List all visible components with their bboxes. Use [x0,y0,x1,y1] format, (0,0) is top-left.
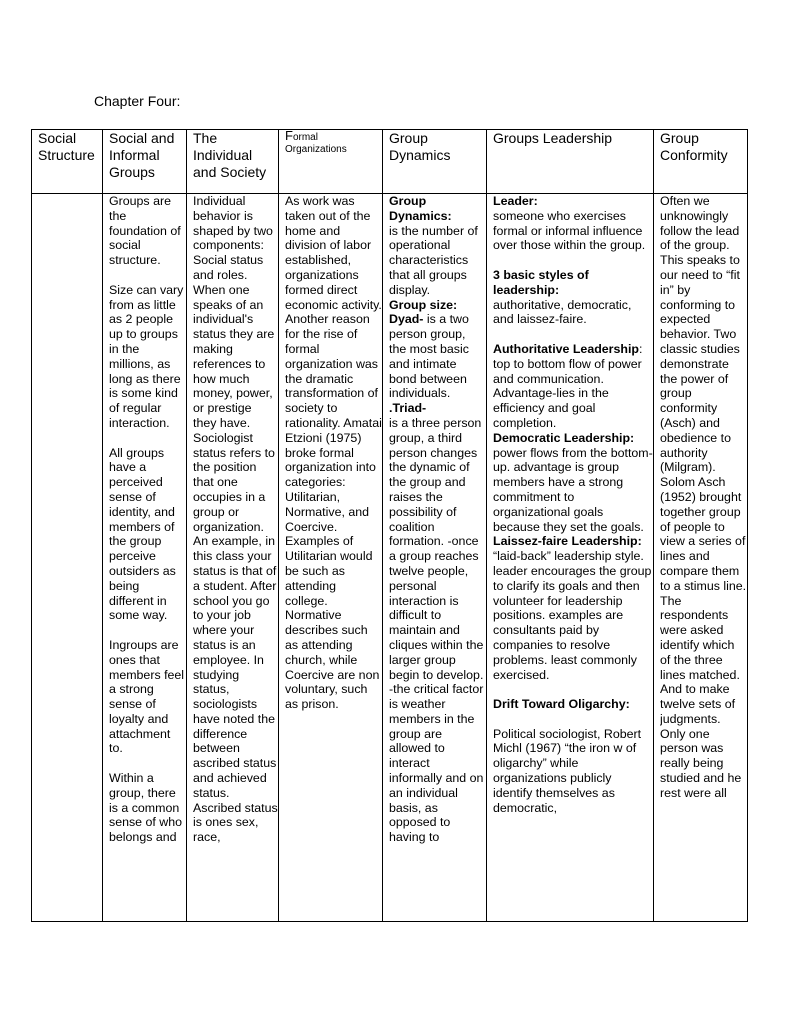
groups-leadership-cell [487,194,654,922]
group-dynamics-dyad: Dyad- is a two person group, the most basic and intimate bond between individuals. [389,312,469,401]
group-dynamics-t1: is the number of operational characteristics that all groups display. [389,223,478,297]
chapter-title: Chapter Four: [94,93,181,109]
leadership-h5: Laissez-faire Leadership: [493,534,642,549]
group-dynamics-h1: Group Dynamics: [389,194,452,223]
group-conformity-cell [654,194,748,922]
individual-society-p1: Individual behavior is shaped by two components: Social status and roles. When one speaks of an individual's status they are making references to how much money, power, or prestige they have. Sociologist status refers to the position that one occupies in a group or organization. An example, in this class your status is that of a student. After school you go to your job where your status is an employee. In studying status, sociologists have noted the difference between ascribed status and achieved status. Ascribed status is ones sex, race, [193,194,278,845]
social-informal-p2: Size can vary from as little as 2 people up to groups in the millions, as long as there is some kind of regular interaction. [109,282,184,430]
header-individual-society: The Individual and Society [187,130,279,194]
header-social-informal-groups: Social and Informal Groups [103,130,187,194]
header-group-dynamics: Group Dynamics [383,130,487,194]
social-informal-p3: All groups have a perceived sense of identity, and members of the group perceive outsiders as being different in some way. [109,445,176,623]
group-dynamics-triad-text: is a three person group, a third person changes the dynamic of the group and raises the possibility of coalition formation. -once a group reaches twelve people, personal interaction is difficult to maintain and cliques within the larger group begin to develop. -the critical factor is weather members in the group are allowed to interact informally and on an individual basis, as opposed to having to [389,415,484,845]
header-group-conformity: Group Conformity [654,130,748,194]
leadership-t2: authoritative, democratic, and laissez-faire. [493,297,632,327]
chapter-table [31,129,748,922]
group-conformity-p1: Often we unknowingly follow the lead of the group. This speaks to our need to “fit in” by conforming to expected behavior. Two classic studies demonstrate the power of group conformity (Asch) and obedience to authority (Milgram). Solom Asch (1952) brought together group of people to view a series of lines and compare them to a stimus line. The respondents were asked identify which of the three lines matched. And to make twelve sets of judgments. Only one person was really being studied and he rest were all [660,194,747,800]
header-row [32,130,748,194]
leadership-t1: someone who exercises formal or informal influence over those within the group. [493,208,646,253]
group-dynamics-cell [383,194,487,922]
header-formal-organizations: Formal Organizations [279,130,383,194]
leadership-t6: Political sociologist, Robert Michl (1967) “the iron w of oligarchy” while organizations publicly identify themselves as democratic, [493,726,642,815]
individual-society-cell [187,194,279,922]
formal-orgs-p1: As work was taken out of the home and division of labor established, organizations formed direct economic activity. Another reason for the rise of formal organization was the dramatic transformation of society to rationality. Amatai Etzioni (1975) broke formal organization into categories: Utilitarian, Normative, and Coercive. Examples of Utilitarian would be such as attending college. Normative describes such as attending church, while Coercive are non voluntary, such as prison. [285,194,382,712]
formal-orgs-cell [279,194,383,922]
leadership-h1: Leader: [493,194,538,208]
social-informal-p4: Ingroups are ones that members feel a strong sense of loyalty and attachment to. [109,637,185,756]
leadership-t5: “laid-back” leadership style. leader encourages the group to clarify its goals and then volunteer for leadership positions. examples are consultants paid by companies to resolve problems. least commonly exercised. [493,549,652,682]
leadership-h3-line: Authoritative Leadership: [493,341,643,356]
social-informal-p1: Groups are the foundation of social structure. [109,194,181,268]
group-dynamics-triad-heading: .Triad- [389,401,427,416]
header-social-structure: Social Structure [32,130,103,194]
social-structure-cell [32,194,103,922]
leadership-t4: power flows from the bottom-up. advantage is group members have a strong commitment to organizational goals because they set the goals. [493,445,653,534]
leadership-h6: Drift Toward Oligarchy: [493,697,630,712]
content-row [32,194,748,922]
group-dynamics-h2: Group size: [389,297,458,312]
leadership-h4: Democratic Leadership: [493,430,635,445]
leadership-h2: 3 basic styles of leadership: [493,267,589,297]
social-informal-p5: Within a group, there is a common sense of who belongs and [109,771,183,845]
social-informal-cell [103,194,187,922]
leadership-t3: top to bottom flow of power and communication. Advantage-lies in the efficiency and goal completion. [493,356,642,430]
header-groups-leadership: Groups Leadership [487,130,654,194]
